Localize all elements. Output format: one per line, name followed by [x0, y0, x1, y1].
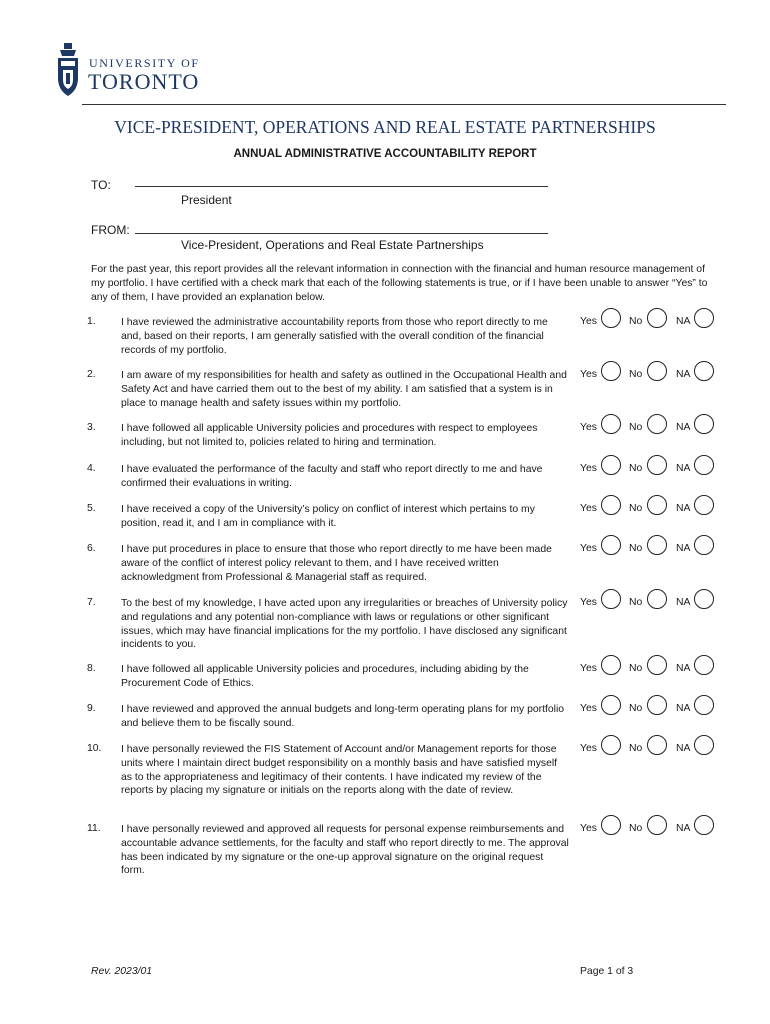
no-radio[interactable] — [647, 655, 667, 675]
na-radio[interactable] — [694, 361, 714, 381]
yes-label: Yes — [580, 463, 597, 474]
na-radio[interactable] — [694, 308, 714, 328]
yes-radio[interactable] — [601, 455, 621, 475]
yes-label: Yes — [580, 422, 597, 433]
no-label: No — [629, 543, 643, 554]
answer-options — [580, 495, 720, 519]
statement-number: 6. — [87, 543, 96, 554]
statement-number: 5. — [87, 503, 96, 514]
yes-radio[interactable] — [601, 535, 621, 555]
answer-options — [580, 414, 720, 438]
from-signature-line[interactable] — [135, 233, 548, 234]
no-label: No — [629, 703, 643, 714]
office-title: VICE-PRESIDENT, OPERATIONS AND REAL ESTATE PARTNERSHIPS — [114, 117, 656, 137]
answer-options — [580, 308, 720, 332]
yes-radio[interactable] — [601, 695, 621, 715]
na-label: NA — [676, 316, 691, 327]
na-label: NA — [676, 597, 691, 608]
logo-university-of: UNIVERSITY OF — [89, 56, 200, 70]
statement-text: I have personally reviewed the FIS Statement of Account and/or Management reports for those units where I maintain direct budget responsibility on a monthly basis and have satisfied myself as to the appropriateness and legitimacy of their contents. I have indicated my review of the reports by placing my signature or initials on the reports along with the date of review. — [121, 744, 558, 797]
no-radio[interactable] — [647, 535, 667, 555]
yes-radio[interactable] — [601, 735, 621, 755]
na-label: NA — [676, 503, 691, 514]
intro-paragraph: For the past year, this report provides all the relevant information in connection with the financial and human resource management of my portfolio. I have certified with a check mark that each of the following statements is true, or if I have been unable to answer “Yes” to any of them, I have provided an explanation below. — [91, 264, 708, 303]
na-label: NA — [676, 422, 691, 433]
no-label: No — [629, 422, 643, 433]
no-label: No — [629, 316, 643, 327]
answer-options — [580, 735, 720, 759]
no-radio[interactable] — [647, 414, 667, 434]
na-radio[interactable] — [694, 735, 714, 755]
statement-text: I have received a copy of the University’s policy on conflict of interest which pertains to my position, read it, and I am in compliance with it. — [121, 504, 535, 529]
no-label: No — [629, 369, 643, 380]
yes-radio[interactable] — [601, 589, 621, 609]
na-label: NA — [676, 369, 691, 380]
statement-text: To the best of my knowledge, I have acted upon any irregularities or breaches of University policy and regulations and any potential non-compliance with laws or regulations or other significant issues, which may have financial implications for the my portfolio. I have disclosed any significant incidents to you. — [121, 598, 568, 651]
na-radio[interactable] — [694, 589, 714, 609]
statement-text: I have followed all applicable University policies and procedures, including abiding by the Procurement Code of Ethics. — [121, 664, 529, 689]
na-radio[interactable] — [694, 815, 714, 835]
report-title: ANNUAL ADMINISTRATIVE ACCOUNTABILITY REPORT — [233, 148, 537, 160]
na-label: NA — [676, 743, 691, 754]
na-radio[interactable] — [694, 655, 714, 675]
na-radio[interactable] — [694, 535, 714, 555]
statement-text: I have personally reviewed and approved all requests for personal expense reimbursements and accountable advance settlements, for the faculty and staff who report directly to me. The approval has been indicated by my signature or the one-up approval signature on the original request form. — [121, 824, 569, 877]
statement-number: 7. — [87, 597, 96, 608]
yes-label: Yes — [580, 703, 597, 714]
na-label: NA — [676, 823, 691, 834]
no-radio[interactable] — [647, 735, 667, 755]
yes-label: Yes — [580, 369, 597, 380]
answer-options — [580, 695, 720, 719]
no-label: No — [629, 663, 643, 674]
no-radio[interactable] — [647, 455, 667, 475]
header-rule — [82, 104, 726, 105]
yes-radio[interactable] — [601, 655, 621, 675]
no-label: No — [629, 503, 643, 514]
no-label: No — [629, 597, 643, 608]
statement-text: I have put procedures in place to ensure that those who report directly to me have been made aware of the conflict of interest policy relevant to them, and I have received written acknowledgment from Professional & Managerial staff as required. — [121, 544, 552, 583]
to-role: President — [181, 193, 232, 207]
statement-number: 10. — [87, 743, 102, 754]
no-radio[interactable] — [647, 361, 667, 381]
na-radio[interactable] — [694, 455, 714, 475]
na-label: NA — [676, 663, 691, 674]
statement-text: I am aware of my responsibilities for health and safety as outlined in the Occupational Health and Safety Act and have carried them out to the best of my ability. I am satisfied that a system is in place to manage health and safety issues within my portfolio. — [121, 370, 567, 409]
no-label: No — [629, 463, 643, 474]
yes-label: Yes — [580, 663, 597, 674]
no-label: No — [629, 823, 643, 834]
yes-label: Yes — [580, 316, 597, 327]
crest-icon — [56, 42, 80, 100]
no-radio[interactable] — [647, 815, 667, 835]
statement-number: 4. — [87, 463, 96, 474]
from-role: Vice-President, Operations and Real Estate Partnerships — [181, 238, 484, 252]
yes-label: Yes — [580, 597, 597, 608]
na-radio[interactable] — [694, 495, 714, 515]
statement-number: 3. — [87, 422, 96, 433]
statement-text: I have reviewed and approved the annual budgets and long-term operating plans for my portfolio and believe them to be fiscally sound. — [121, 704, 565, 729]
no-radio[interactable] — [647, 495, 667, 515]
statement-number: 8. — [87, 663, 96, 674]
from-label: FROM: — [91, 223, 130, 237]
statement-text: I have reviewed the administrative accountability reports from those who report directly to me and, based on their reports, I am generally satisfied with the overall condition of the financial records of my portfolio. — [121, 317, 548, 356]
statement-text: I have followed all applicable University policies and procedures with respect to employees including, but not limited to, policies related to hiring and termination. — [121, 423, 538, 448]
no-radio[interactable] — [647, 308, 667, 328]
answer-options — [580, 535, 720, 559]
yes-radio[interactable] — [601, 495, 621, 515]
logo-toronto: TORONTO — [88, 69, 200, 94]
na-label: NA — [676, 463, 691, 474]
page-number: Page 1 of 3 — [580, 966, 634, 977]
na-radio[interactable] — [694, 695, 714, 715]
revision-label: Rev. 2023/01 — [91, 966, 153, 977]
answer-options — [580, 455, 720, 479]
answer-options — [580, 361, 720, 385]
no-radio[interactable] — [647, 589, 667, 609]
yes-radio[interactable] — [601, 414, 621, 434]
to-signature-line[interactable] — [135, 186, 548, 187]
yes-radio[interactable] — [601, 361, 621, 381]
statement-text: I have evaluated the performance of the faculty and staff who report directly to me and have confirmed their evaluations in writing. — [121, 464, 543, 489]
to-label: TO: — [91, 178, 111, 192]
yes-label: Yes — [580, 823, 597, 834]
na-label: NA — [676, 703, 691, 714]
answer-options — [580, 589, 720, 613]
yes-label: Yes — [580, 743, 597, 754]
no-label: No — [629, 743, 643, 754]
answer-options — [580, 655, 720, 679]
statement-number: 9. — [87, 703, 96, 714]
statement-number: 11. — [87, 823, 101, 834]
yes-label: Yes — [580, 543, 597, 554]
na-radio[interactable] — [694, 414, 714, 434]
na-label: NA — [676, 543, 691, 554]
yes-radio[interactable] — [601, 815, 621, 835]
no-radio[interactable] — [647, 695, 667, 715]
yes-label: Yes — [580, 503, 597, 514]
yes-radio[interactable] — [601, 308, 621, 328]
answer-options — [580, 815, 720, 839]
university-logo — [56, 42, 226, 102]
statement-number: 1. — [87, 316, 96, 327]
statement-number: 2. — [87, 369, 96, 380]
